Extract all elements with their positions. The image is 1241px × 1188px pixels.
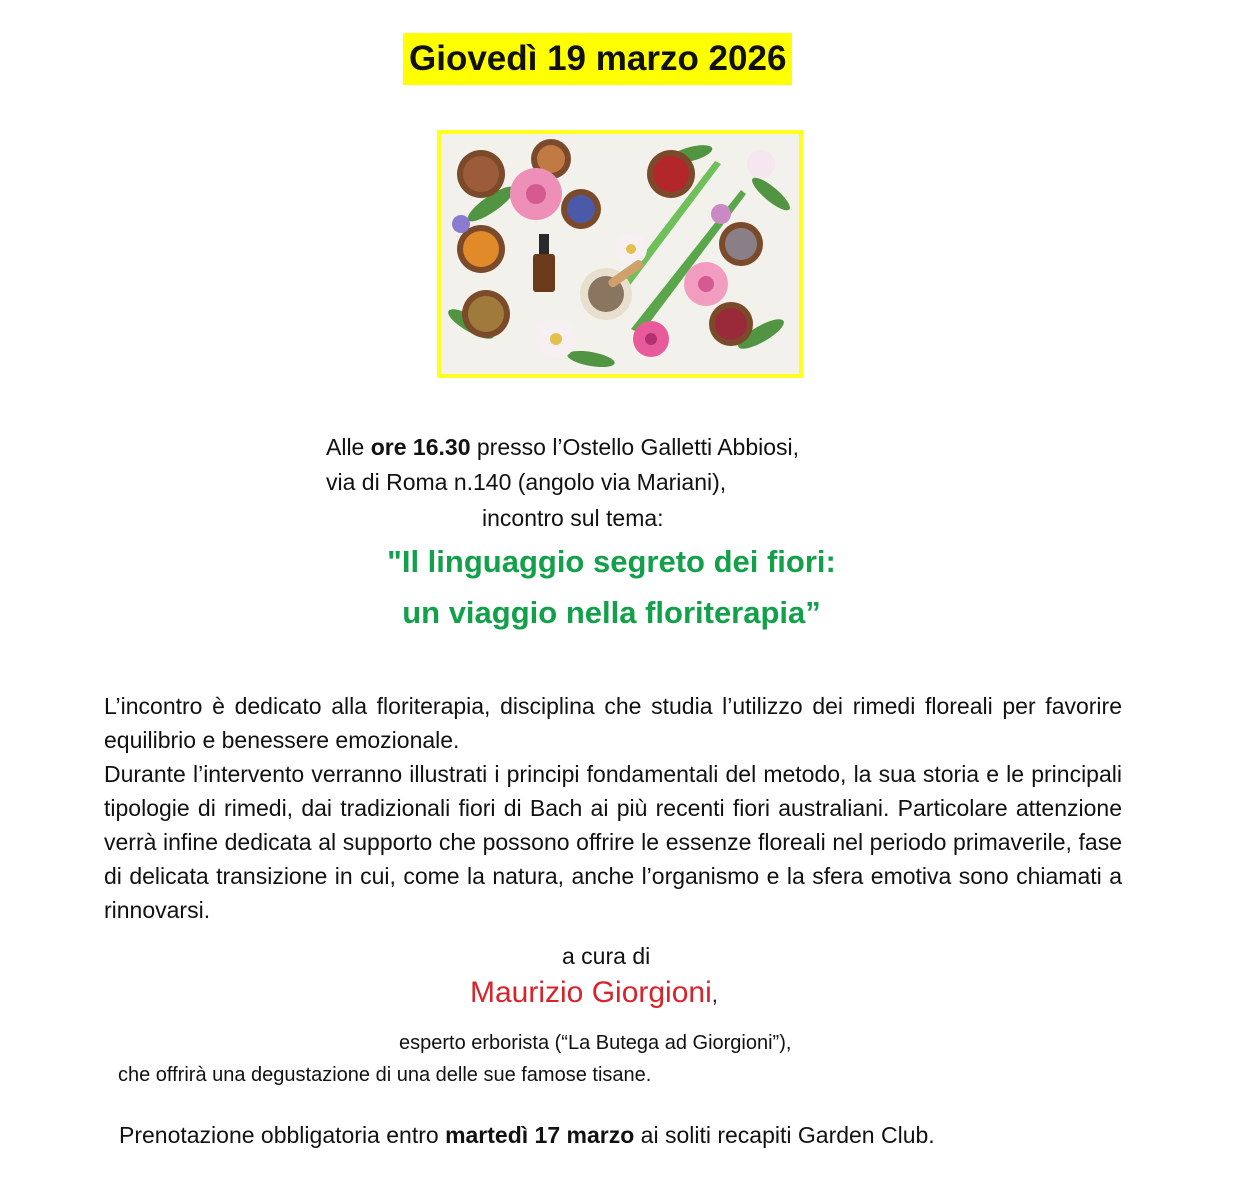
topic-title-line-2: un viaggio nella floriterapia” — [402, 595, 821, 630]
topic-title-line-1: "Il linguaggio segreto dei fiori: — [387, 544, 836, 579]
booking-suffix: ai soliti recapiti Garden Club. — [634, 1122, 935, 1148]
time-prefix: Alle — [326, 434, 371, 460]
herbs-flowers-photo — [437, 130, 803, 378]
event-description — [104, 689, 1122, 927]
speaker-intro: a cura di — [562, 943, 651, 969]
booking-notice — [119, 1122, 935, 1149]
event-date: Giovedì 19 marzo 2026 — [403, 33, 792, 85]
topic-intro: incontro sul tema: — [482, 505, 664, 531]
description-paragraph-2: Durante l’intervento verranno illustrati i principi fondamentali del metodo, la sua storia e le principali tipologie di rimedi, dai tradizionali fiori di Bach ai più recenti fiori australiani. Particolare attenzione verrà infine dedicata al supporto che possono offrire le essenze floreali nel periodo primaverile, fase di delicata transizione in cui, come la natura, anche l’organismo e la sfera emotiva sono chiamati a rinnovarsi. — [104, 761, 1122, 923]
speaker-block — [470, 976, 718, 1010]
booking-prefix: Prenotazione obbligatoria entro — [119, 1122, 446, 1148]
venue-address: via di Roma n.140 (angolo via Mariani), — [326, 469, 727, 495]
booking-deadline: martedì 17 marzo — [445, 1122, 635, 1148]
event-time: ore 16.30 — [370, 434, 471, 460]
venue-name: presso l’Ostello Galletti Abbiosi, — [470, 434, 800, 460]
herbs-flowers-photo-icon — [441, 134, 799, 374]
description-paragraph-1: L’incontro è dedicato alla floriterapia, disciplina che studia l’utilizzo dei rimedi floreali per favorire equilibrio e benessere emozionale. — [104, 693, 1122, 753]
speaker-note: che offrirà una degustazione di una delle sue famose tisane. — [118, 1064, 652, 1086]
event-time-location — [326, 432, 799, 462]
speaker-role: esperto erborista (“La Butega ad Giorgioni”), — [399, 1032, 792, 1054]
speaker-name: Maurizio Giorgioni — [470, 976, 712, 1009]
speaker-comma: , — [711, 982, 718, 1007]
